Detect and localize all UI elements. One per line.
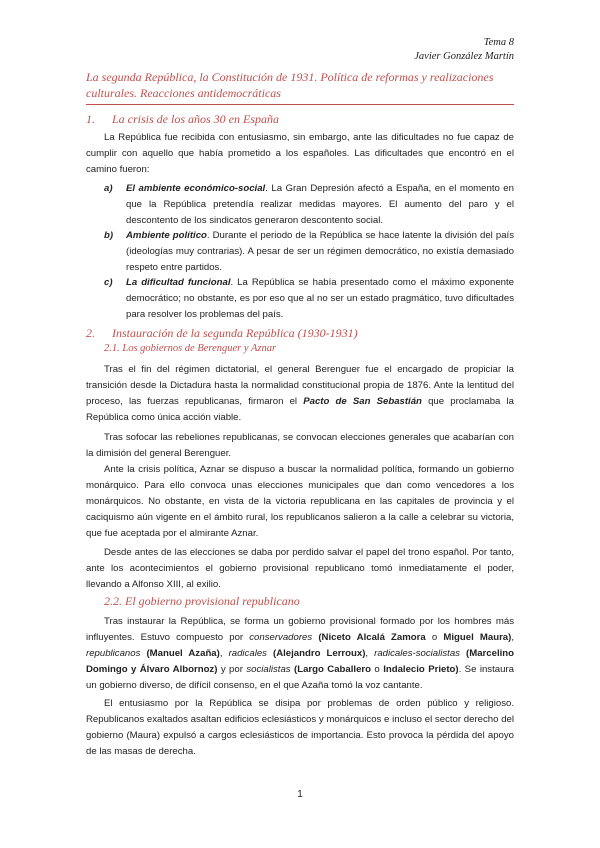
page-header (414, 36, 514, 64)
header-topic: Tema 8 (483, 37, 514, 48)
sub2-p1-run: o (425, 632, 444, 643)
sub2-p1-run: Indalecio Prieto) (383, 664, 459, 675)
sub2-p1-run: conservadores (249, 632, 313, 643)
list-item-c-body (126, 275, 514, 323)
list-item-c-term: La dificultad funcional (126, 277, 231, 288)
list-item-b-term: Ambiente político (126, 230, 207, 241)
sub2-p1-run: o (371, 664, 384, 675)
sub2-p1-run: , (219, 648, 229, 659)
sub2-p2-text: El entusiasmo por la República se disipa por problemas de orden público y religioso. Republicanos exaltados asaltan edificios eclesiásticos y monárquicos e incluso el sector derecho del gobierno (Maura) expulsó a cargos eclesiásticos de importancia. Esto provoca la pérdida del apoyo de las masas de derecha. (86, 698, 514, 757)
list-item-b-text: . Durante el periodo de la República se hace latente la división del país (ideologías muy contrarias). A pesar de ser un régimen democrático, no existía demasiado respeto entre partidos. (126, 230, 514, 273)
list-item-a-label: a) (104, 183, 113, 194)
sub2-p1-run: y por (217, 664, 247, 675)
sub2-paragraph-1 (86, 614, 514, 694)
sub2-p1-run: radicales-socialistas (374, 648, 460, 659)
sub1-paragraph-4 (86, 545, 514, 593)
list-item-a (104, 181, 514, 229)
sub1-paragraph-1 (86, 362, 514, 426)
sub1-p1-text-a: Tras el fin del régimen dictatorial, el general Berenguer fue el encargado de propiciar la transición desde la Dictadura hasta la normalidad constitucional propia de 1876. Ante la lentitud del proceso, las fuerzas republicanas, firmaron el (86, 364, 514, 407)
list-item-b-body (126, 228, 514, 276)
section2-title: Instauración de la segunda República (1930-1931) (112, 326, 358, 340)
list-item-a-term: El ambiente económico-social (126, 183, 266, 194)
sub1-p2-text: Tras sofocar las rebeliones republicanas, se convocan elecciones generales que acabarían con la dimisión del general Berenguer. (86, 432, 514, 459)
sub1-p4-text: Desde antes de las elecciones se daba por perdido salvar el papel del trono español. Por tanto, ante los acontecimientos el gobierno provisional republicano tomó inmediatamente el poder, llevando a Alfonso XIII, al exilio. (86, 547, 514, 590)
subsection-2-1-heading: 2.1. Los gobiernos de Berenguer y Aznar (104, 343, 277, 354)
sub1-p1-text-b: que proclamaba la República como única acción viable. (86, 396, 515, 423)
list-item-a-body (126, 181, 514, 229)
sub2-p1-run: republicanos (86, 648, 141, 659)
pacto-san-sebastian-term: Pacto de San Sebastián (303, 396, 422, 407)
sub2-p1-run: Miguel Maura) (443, 632, 512, 643)
section1-intro (86, 130, 514, 178)
sub2-p1-run: . Se instaura un gobierno diverso, de difícil consenso, en el que Azaña tomó la voz cantante. (86, 664, 514, 691)
sub1-paragraph-2 (86, 430, 514, 462)
title-rule (86, 104, 514, 105)
sub2-p1-run: (Marcelino Domingo y Álvaro Albornoz) (86, 648, 515, 675)
section2-number: 2. (86, 326, 95, 340)
sub2-p1-run: (Niceto Alcalá Zamora (312, 632, 426, 643)
sub2-p1-run: socialistas (246, 664, 291, 675)
sub2-p1-run: (Largo Caballero (290, 664, 372, 675)
list-item-b-label: b) (104, 230, 114, 241)
list-item-c (104, 275, 514, 323)
document-title: La segunda República, la Constitución de 1931. Política de reformas y realizaciones culturales. Reacciones antidemocráticas (86, 70, 494, 100)
header-author: Javier González Martín (414, 51, 514, 62)
list-item-c-label: c) (104, 277, 113, 288)
sub1-paragraph-3 (86, 462, 514, 542)
sub2-p1-run: Tras instaurar la República, se forma un gobierno provisional formado por los hombres más influyentes. Estuvo compuesto por (86, 616, 514, 643)
subsection-2-2-heading: 2.2. El gobierno provisional republicano (104, 594, 300, 608)
list-item-a-text: . La Gran Depresión afectó a España, en el momento en que la República pretendía realizar medidas mayores. El aumento del paro y el descontento de los sindicatos generaron descontento social. (126, 183, 514, 226)
sub2-p1-run: (Alejandro Lerroux) (266, 648, 366, 659)
list-item-b (104, 228, 514, 276)
section1-number: 1. (86, 112, 95, 126)
section1-title: La crisis de los años 30 en España (112, 112, 280, 126)
section2-heading (86, 326, 358, 341)
sub2-p1-run: (Manuel Azaña) (140, 648, 220, 659)
section1-intro-text: La República fue recibida con entusiasmo, sin embargo, ante las dificultades no fue capaz de cumplir con aquello que había prometido a los españoles. Las dificultades que encontró en el camino fueron: (86, 132, 514, 175)
sub2-paragraph-2 (86, 696, 514, 760)
sub2-p1-run: , (365, 648, 375, 659)
sub2-p1-run: radicales (228, 648, 267, 659)
page-number: 1 (297, 789, 303, 800)
list-item-c-text: . La República se había presentado como el máximo exponente democrático; no obstante, es por eso que al no ser un estado pragmático, tuvo dificultades para resolver los problemas del país. (126, 277, 514, 320)
sub1-p3-text: Ante la crisis política, Aznar se dispuso a buscar la normalidad política, formando un gobierno monárquico. Para ello convoca unas elecciones municipales que dan como vencedores a los monárquicos. No obstante, en vista de la victoria republicana en las capitales de provincia y el caciquismo aún vigente en el ámbito rural, los republicanos salieron a la calle a celebrar su victoria, que fue aceptada por el almirante Aznar. (86, 464, 514, 539)
sub2-p1-run: , (511, 632, 515, 643)
section1-heading (86, 112, 279, 127)
